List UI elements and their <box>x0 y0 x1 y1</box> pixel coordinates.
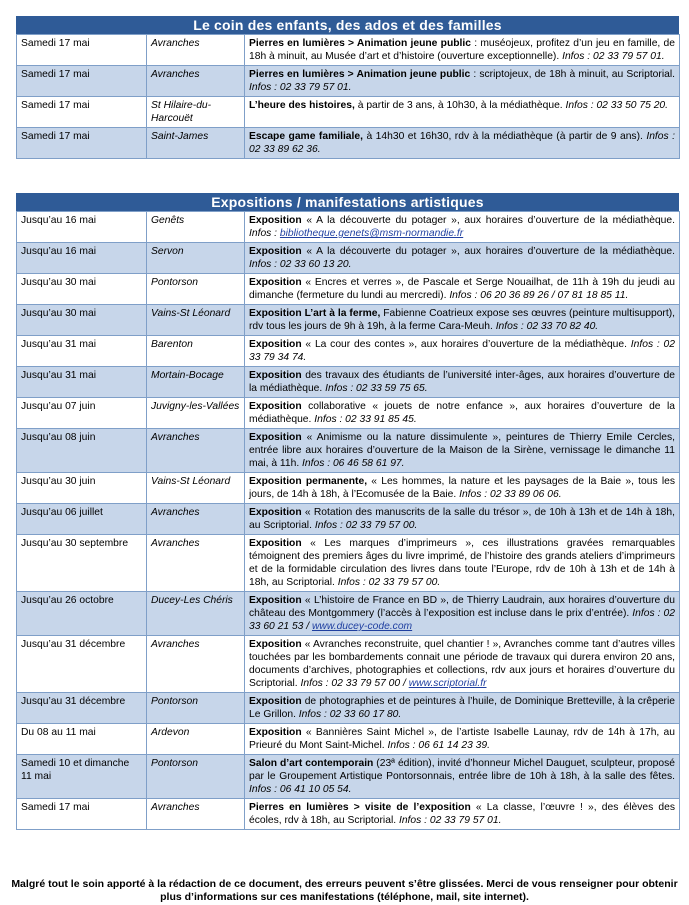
event-date: Samedi 10 et dimanche 11 mai <box>17 755 147 799</box>
event-description <box>245 305 680 336</box>
event-date: Samedi 17 mai <box>17 66 147 97</box>
event-location: Pontorson <box>147 755 245 799</box>
event-title: Exposition <box>249 639 302 650</box>
event-info: Infos : 02 33 60 21 53 / <box>249 608 676 632</box>
table-row <box>17 799 680 830</box>
event-date: Samedi 17 mai <box>17 799 147 830</box>
event-location: Mortain-Bocage <box>147 367 245 398</box>
event-title: Exposition <box>249 727 302 738</box>
event-info: Infos : 06 61 14 23 39. <box>387 740 490 751</box>
event-description <box>245 367 680 398</box>
table-row <box>17 274 680 305</box>
event-description <box>245 35 680 66</box>
event-title: Exposition <box>249 215 302 226</box>
event-location: Pontorson <box>147 274 245 305</box>
section-exhibitions <box>16 193 679 830</box>
event-text: à 14h30 et 16h30, rdv à la médiathèque (à partir de 9 ans). <box>362 131 647 142</box>
event-date: Jusqu’au 31 décembre <box>17 636 147 693</box>
event-location: Avranches <box>147 535 245 592</box>
event-description <box>245 128 680 159</box>
table-row <box>17 535 680 592</box>
event-text: à partir de 3 ans, à 10h30, à la médiathèque. <box>354 100 566 111</box>
event-location: Ducey-Les Chéris <box>147 592 245 636</box>
event-info: Infos : <box>249 228 280 239</box>
event-title: Exposition <box>249 538 302 549</box>
event-description <box>245 535 680 592</box>
event-text: : scriptojeux, de 18h à minuit, au Scriptorial. <box>470 69 675 80</box>
event-description <box>245 274 680 305</box>
event-date: Jusqu’au 06 juillet <box>17 504 147 535</box>
event-title: Exposition <box>249 507 302 518</box>
table-row <box>17 212 680 243</box>
table-row <box>17 97 680 128</box>
event-info: Infos : 02 33 50 75 20. <box>565 100 669 111</box>
event-title: Exposition <box>249 246 302 257</box>
section-title: Expositions / manifestations artistiques <box>16 193 679 211</box>
event-description <box>245 473 680 504</box>
event-location: Avranches <box>147 504 245 535</box>
table-row <box>17 473 680 504</box>
table-row <box>17 305 680 336</box>
event-text: « A la découverte du potager », aux horaires d’ouverture de la médiathèque. <box>301 215 675 226</box>
event-title: Exposition <box>249 696 302 707</box>
table-row <box>17 398 680 429</box>
event-text: « La cour des contes », aux horaires d’ouverture de la médiathèque. <box>301 339 631 350</box>
event-info: Infos : 02 33 79 57 00 / <box>300 678 409 689</box>
event-description <box>245 504 680 535</box>
event-text: de photographies et de peintures à l’huile, de Dominique Bretteville, à la crêperie Le Grillon. <box>249 696 675 720</box>
event-title: Salon d’art contemporain <box>249 758 374 769</box>
event-date: Jusqu’au 16 mai <box>17 243 147 274</box>
event-title: Pierres en lumières > Animation jeune public <box>249 69 471 80</box>
table-row <box>17 724 680 755</box>
event-info: Infos : 02 33 60 17 80. <box>298 709 402 720</box>
event-location: Pontorson <box>147 693 245 724</box>
event-description <box>245 336 680 367</box>
table-row <box>17 243 680 274</box>
event-location: Vains-St Léonard <box>147 473 245 504</box>
event-title: Exposition <box>249 432 302 443</box>
event-description <box>245 97 680 128</box>
event-text: (23ª édition), invité d’honneur Michel Dauguet, sculpteur, proposé par le Groupement Artistique Pontorsonnais, entrée libre de 10h à 18h, à la salle des fêtes. <box>249 758 675 782</box>
event-date: Jusqu’au 26 octobre <box>17 592 147 636</box>
event-date: Jusqu’au 30 mai <box>17 274 147 305</box>
event-link[interactable]: www.scriptorial.fr <box>408 678 487 689</box>
table-row <box>17 636 680 693</box>
event-date: Jusqu’au 16 mai <box>17 212 147 243</box>
event-description <box>245 429 680 473</box>
event-date: Jusqu’au 30 septembre <box>17 535 147 592</box>
event-description <box>245 66 680 97</box>
event-title: Pierres en lumières > visite de l’exposition <box>249 802 471 813</box>
event-date: Jusqu’au 31 mai <box>17 367 147 398</box>
event-info: Infos : 06 46 58 61 97. <box>302 458 405 469</box>
event-date: Jusqu’au 31 décembre <box>17 693 147 724</box>
event-title: Exposition L’art à la ferme, <box>249 308 381 319</box>
event-title: Exposition <box>249 339 302 350</box>
event-text: « Bannières Saint Michel », de l’artiste Isabelle Launay, rdv de 14h à 17h, au Prieuré du Mont Saint-Michel. <box>249 727 675 751</box>
event-location: Avranches <box>147 636 245 693</box>
event-info: Infos : 02 33 79 57 01. <box>562 51 665 62</box>
table-row <box>17 592 680 636</box>
event-text: Fabienne Coatrieux expose ses œuvres (peinture multisupport), rdv tous les jours de 9h à 19h, à la ferme Cara-Meuh. <box>249 308 675 332</box>
table-row <box>17 128 680 159</box>
event-text: « Les hommes, la nature et les paysages de la Baie », tous les jours, de 14h à 18h, à l’Ecomusée de la Baie. <box>249 476 675 500</box>
event-date: Samedi 17 mai <box>17 35 147 66</box>
event-location: Avranches <box>147 799 245 830</box>
event-description <box>245 592 680 636</box>
event-title: Exposition <box>249 370 302 381</box>
event-location: Avranches <box>147 429 245 473</box>
event-info: Infos : 02 33 79 57 00. <box>314 520 418 531</box>
event-info: Infos : 02 33 60 13 20. <box>249 259 352 270</box>
event-date: Samedi 17 mai <box>17 128 147 159</box>
table-row <box>17 66 680 97</box>
event-info: Infos : 02 33 70 82 40. <box>495 321 599 332</box>
event-location: Avranches <box>147 66 245 97</box>
event-title: Exposition permanente, <box>249 476 368 487</box>
event-title: Escape game familiale, <box>249 131 363 142</box>
event-info: Infos : 06 41 10 05 54. <box>249 784 352 795</box>
event-description <box>245 724 680 755</box>
event-text: « La classe, l’œuvre ! », des élèves des écoles, rdv à 18h, au Scriptorial. <box>249 802 675 826</box>
event-text: « Rotation des manuscrits de la salle du trésor », de 10h à 13h et de 14h à 18h, au Scriptorial. <box>249 507 675 531</box>
event-text: « Encres et verres », de Pascale et Serge Nouailhat, de 11h à 19h du jeudi au dimanche (fermeture du lundi au mercredi). <box>249 277 675 301</box>
section-children-families <box>16 16 679 159</box>
events-table <box>16 211 680 830</box>
event-info: Infos : 02 33 89 62 36. <box>249 131 676 155</box>
event-location: Servon <box>147 243 245 274</box>
event-title: Exposition <box>249 277 302 288</box>
event-info: Infos : 06 20 36 89 26 / 07 81 18 85 11. <box>449 290 629 301</box>
event-date: Jusqu’au 08 juin <box>17 429 147 473</box>
event-location: Saint-James <box>147 128 245 159</box>
event-description <box>245 755 680 799</box>
table-row <box>17 367 680 398</box>
event-description <box>245 636 680 693</box>
event-title: Exposition <box>249 595 302 606</box>
event-text: « Avranches reconstruite, quel chantier ! », Avranches comme tant d’autres villes touchées par les bombardements connait une période de travaux qui durera environ 20 ans, documents d’archives, photographies et collections, rdv aux jours et horaires d’ouverture du Scriptorial. <box>249 639 675 689</box>
table-row <box>17 755 680 799</box>
event-location: Vains-St Léonard <box>147 305 245 336</box>
event-title: L’heure des histoires, <box>249 100 355 111</box>
event-date: Jusqu’au 30 mai <box>17 305 147 336</box>
table-row <box>17 336 680 367</box>
section-title: Le coin des enfants, des ados et des familles <box>16 16 679 34</box>
table-row <box>17 35 680 66</box>
table-row <box>17 429 680 473</box>
event-description <box>245 799 680 830</box>
event-location: Ardevon <box>147 724 245 755</box>
event-text: « A la découverte du potager », aux horaires d’ouverture de la médiathèque. <box>301 246 675 257</box>
event-description <box>245 243 680 274</box>
event-description <box>245 398 680 429</box>
event-location: Barenton <box>147 336 245 367</box>
event-date: Samedi 17 mai <box>17 97 147 128</box>
table-row <box>17 693 680 724</box>
event-date: Jusqu’au 31 mai <box>17 336 147 367</box>
event-info: Infos : 02 33 79 34 74. <box>249 339 675 363</box>
event-info: Infos : 02 33 79 57 01. <box>398 815 502 826</box>
event-location: Juvigny-les-Vallées <box>147 398 245 429</box>
event-location: Genêts <box>147 212 245 243</box>
event-info: Infos : 02 33 59 75 65. <box>325 383 428 394</box>
event-text: « Les marques d’imprimeurs », ces illustrations gravées remarquables témoignent des premiers âges du livre imprimé, de l’histoire des grands ateliers d’imprimeurs et de la formidable circulation des livres dans toute l’Europe, rdv de 10h à 13h et de 14h à 18h, au Scriptorial. <box>249 538 675 588</box>
event-description <box>245 212 680 243</box>
event-text: : muséojeux, profitez d’un jeu en famille, de 18h à minuit, au Musée d’art et d’histoire (ouverture exceptionnelle). <box>249 38 676 62</box>
event-link[interactable]: bibliotheque.genets@msm-normandie.fr <box>279 228 464 239</box>
disclaimer-note: Malgré tout le soin apporté à la rédaction de ce document, des erreurs peuvent s’être glissées. Merci de vous renseigner pour obtenir plus d’informations sur ces manifestations (téléphone, mail, site internet). <box>11 878 678 903</box>
table-row <box>17 504 680 535</box>
event-text: « Animisme ou la nature dissimulente », peintures de Thierry Emile Cercles, entrée libre aux horaires d’ouverture de la Maison de la Sirène, vernissage le dimanche 11 mai, à 11h. <box>249 432 675 469</box>
event-location: Avranches <box>147 35 245 66</box>
event-date: Du 08 au 11 mai <box>17 724 147 755</box>
event-location: St Hilaire-du-Harcouët <box>147 97 245 128</box>
event-description <box>245 693 680 724</box>
event-info: Infos : 02 33 79 57 01. <box>249 82 352 93</box>
events-table <box>16 34 680 159</box>
event-info: Infos : 02 33 79 57 00. <box>337 577 441 588</box>
event-info: Infos : 02 33 91 85 45. <box>314 414 417 425</box>
event-text: collaborative « jouets de notre enfance », aux horaires d’ouverture de la médiathèque. <box>249 401 675 425</box>
event-text: « L’histoire de France en BD », de Thierry Laudrain, aux horaires d’ouverture du château des Montgommery (l’accès à l’exposition est incluse dans le prix d’entrée). <box>249 595 675 619</box>
event-info: Infos : 02 33 89 06 06. <box>459 489 562 500</box>
event-link[interactable]: www.ducey-code.com <box>311 621 413 632</box>
event-text: des travaux des étudiants de l’université inter-âges, aux horaires d’ouverture de la médiathèque. <box>249 370 675 394</box>
event-title: Exposition <box>249 401 302 412</box>
event-date: Jusqu’au 30 juin <box>17 473 147 504</box>
event-title: Pierres en lumières > Animation jeune public <box>249 38 471 49</box>
event-date: Jusqu’au 07 juin <box>17 398 147 429</box>
